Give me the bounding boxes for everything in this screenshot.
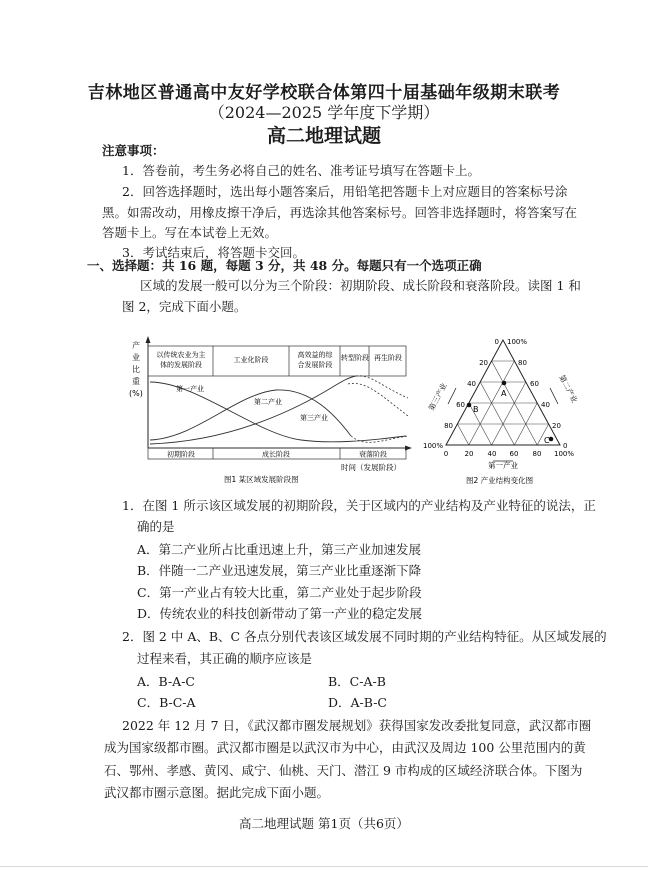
svg-text:60: 60 [456,401,465,409]
passage-line2: 成为国家级都市圈。武汉都市圈是以武汉市为中心，由武汉及周边 100 公里范围内的黄 [104,740,586,755]
figure1-bottom-initial: 初期阶段 [167,450,195,459]
figure2-point-a [502,381,507,386]
figure2-bottom-ticks [444,450,575,458]
q2-stem-line2: 过程来看，其正确的顺序应该是 [137,651,313,666]
svg-text:80: 80 [444,422,453,430]
svg-text:100%: 100% [553,450,575,458]
figure1-xlabel: 时间（发展阶段） [341,463,401,472]
svg-text:40: 40 [541,401,550,409]
exam-header-line2: （2024—2025 学年度下学期） [208,103,440,122]
figure1-bottom-growth: 成长阶段 [262,450,290,459]
q2-option-a: A．B-A-C [137,674,195,689]
notice-heading: 注意事项： [102,143,165,158]
q2-option-b: B．C-A-B [328,674,386,689]
svg-text:40: 40 [467,380,476,388]
figure1-bottom-decline: 衰落阶段 [359,450,387,459]
passage-line3: 石、鄂州、孝感、黄冈、咸宁、仙桃、天门、潜江 9 市构成的区域经济联合体。下图为 [104,763,583,778]
figure1-stage-traditional-line1: 以传统农业为主 [156,351,206,359]
figure1-stage-industrial: 工业化阶段 [233,356,269,364]
svg-text:80: 80 [532,450,542,458]
figure2-grid-line [480,382,514,445]
notice-item-1: 1．答卷前，考生务必将自己的姓名、准考证号填写在答题卡上。 [122,163,480,178]
page-bottom-divider [0,866,648,867]
svg-text:0: 0 [563,442,568,450]
figure1-stage-integrated-line2: 合发展阶段 [297,361,333,369]
svg-text:100%: 100% [507,338,528,346]
passage-line4: 武汉都市圈示意图。据此完成下面小题。 [104,785,330,800]
figure2-left-axis-label: 第三产业 [426,381,449,413]
figure1-stage-regeneration: 再生阶段 [374,354,402,362]
figure2-point-b-label: B [473,405,479,414]
figure2-right-axis-label: 第二产业 [557,373,580,405]
svg-text:20: 20 [464,450,474,458]
svg-text:80: 80 [518,359,527,367]
exam-title: 高二地理试题 [266,125,381,147]
figure2-point-a-label: A [501,389,507,398]
notice-item-2c: 答题卡上。写在本试卷上无效。 [102,225,278,240]
q1-option-b: B．伴随一二产业迅速发展，第三产业比重逐渐下降 [137,563,422,578]
figure1-stage-integrated-line1: 高效益的综 [297,351,333,359]
section1-heading: 一、选择题：共 16 题，每题 3 分，共 48 分。每题只有一个选项正确 [87,258,482,273]
notice-item-2b: 黑。如需改动，用橡皮擦干净后，再选涂其他答案标号。回答非选择题时，将答案写在 [102,205,578,220]
figure2-point-c-label: C [544,436,550,445]
figure2-caption: 图2 产业结构变化图 [466,476,534,485]
q1-stem-line2: 确的是 [137,519,175,534]
figure2-grid [457,361,548,445]
figure2-grid-line [492,382,526,445]
notice-item-3: 3．考试结束后，将答题卡交回。 [122,245,305,260]
section1-intro-line2: 图 2，完成下面小题。 [122,299,247,314]
svg-text:100%: 100% [422,442,443,450]
figure2-ternary-diagram [418,332,588,490]
figure1-y-arrow [146,336,151,343]
svg-text:20: 20 [552,422,561,430]
svg-text:0: 0 [443,450,449,458]
q2-option-d: D．A-B-C [328,695,387,710]
figure1-stage-transition: 转型阶段 [341,354,369,362]
q2-stem-line1: 2．图 2 中 A、B、C 各点分别代表该区域发展不同时期的产业结构特征。从区域发展的 [122,629,607,644]
svg-text:40: 40 [487,450,497,458]
q1-option-c: C．第一产业占有较大比重，第二产业处于起步阶段 [137,585,422,600]
figure2-grid-line [457,424,468,445]
q1-option-d: D．传统农业的科技创新带动了第一产业的稳定发展 [137,606,423,621]
figure1-stage-traditional-line2: 体的发展阶段 [160,361,202,369]
section1-intro-line1: 区域的发展一般可以分为三个阶段：初期阶段、成长阶段和衰落阶段。读图 1 和 [140,278,581,293]
figure2-point-b [467,403,472,408]
q1-stem-line1: 1．在图 1 所示该区域发展的初期阶段，关于区域内的产业结构及产业特征的说法，正 [122,498,596,513]
exam-header-line1: 吉林地区普通高中友好学校联合体第四十届基础年级期末联考 [87,83,561,103]
q1-option-a: A．第二产业所占比重迅速上升，第三产业加速发展 [137,542,422,557]
svg-text:0: 0 [494,338,499,346]
passage-line1: 2022 年 12 月 7 日，《武汉都市圈发展规划》获得国家发改委批复同意，武汉都市圈 [122,718,592,733]
figure1-label-secondary: 第二产业 [254,398,282,406]
figure2-bottom-axis-label: 第一产业 [488,461,518,470]
notice-item-2a: 2．回答选择题时，选出每小题答案后，用铅笔把答题卡上对应题目的答案标号涂 [122,184,568,199]
figure1-label-tertiary: 第三产业 [300,414,328,422]
svg-text:60: 60 [530,380,539,388]
svg-text:20: 20 [479,359,488,367]
figure1-stage-chart [126,336,416,486]
svg-text:60: 60 [509,450,519,458]
figure1-ylabel: 产 业 比 重 (%) [129,341,143,398]
figure1-label-primary: 第一产业 [176,385,204,393]
figure2-right-ticks [507,338,567,450]
figure1-caption: 图1 某区域发展阶段图 [224,475,299,484]
q2-option-c: C．B-C-A [137,695,196,710]
page-footer: 高二地理试题 第1页（共6页） [239,816,409,831]
